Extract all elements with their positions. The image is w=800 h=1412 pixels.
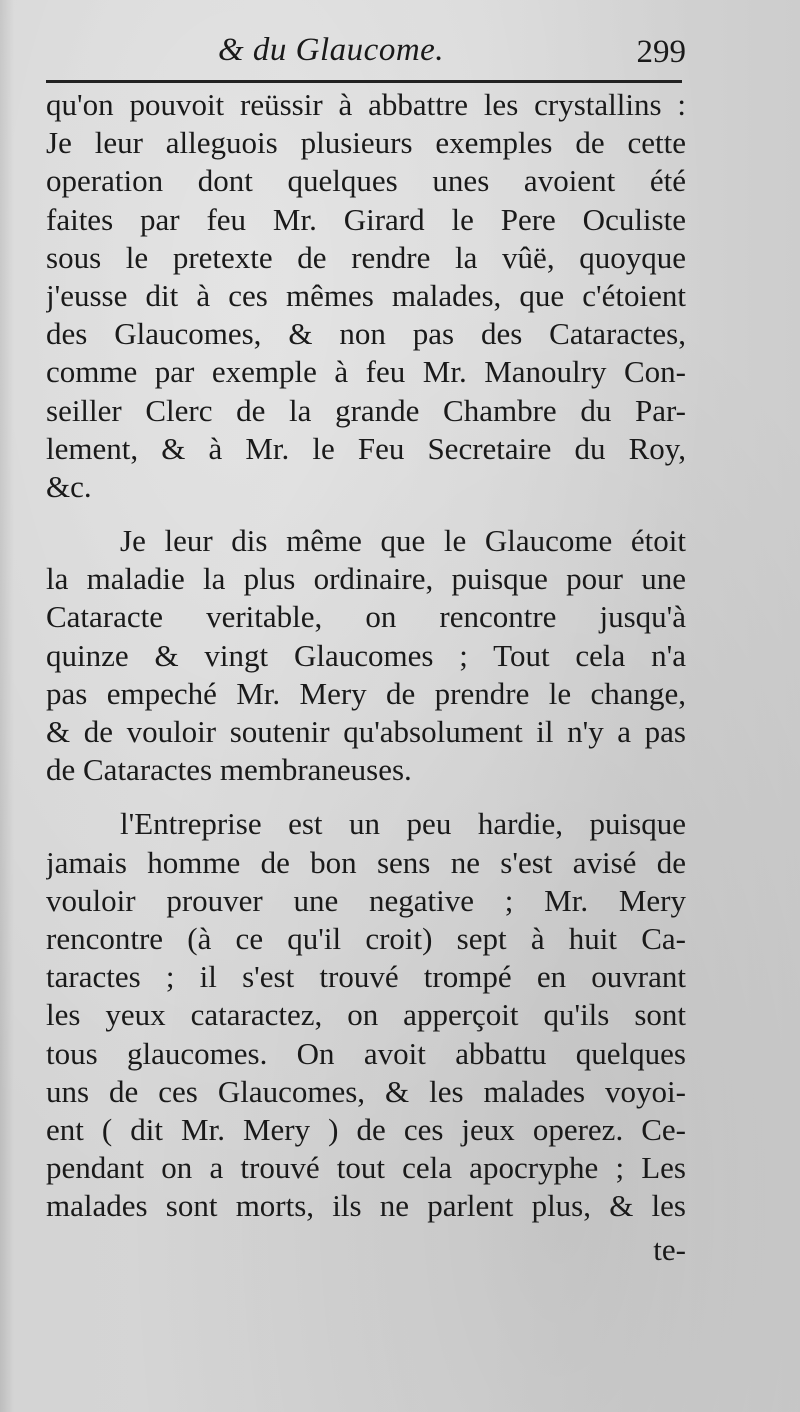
text-line: pas empeché Mr. Mery de prendre le change, (46, 675, 686, 711)
text-line: des Glaucomes, & non pas des Cataractes, (46, 316, 686, 352)
text-line: ent ( dit Mr. Mery ) de ces jeux operez. Ce- (46, 1111, 686, 1147)
paragraph (46, 805, 686, 1225)
text-line: seiller Clerc de la grande Chambre du Par- (46, 392, 686, 428)
paragraph-gap (46, 789, 686, 805)
text-line: tous glaucomes. On avoit abbattu quelques (46, 1035, 686, 1071)
text-line: jamais homme de bon sens ne s'est avisé de (46, 844, 686, 880)
text-line: quinze & vingt Glaucomes ; Tout cela n'a (46, 637, 686, 673)
text-line: l'Entreprise est un peu hardie, puisque (120, 806, 686, 842)
running-title: & du Glaucome. (218, 32, 445, 68)
paragraph (46, 86, 686, 506)
text-line: Cataracte veritable, on rencontre jusqu'à (46, 599, 686, 635)
text-line: Je leur dis même que le Glaucome étoit (120, 523, 686, 559)
text-line: j'eusse dit à ces mêmes malades, que c'étoient (46, 277, 686, 313)
header-rule (46, 80, 682, 83)
text-line: sous le pretexte de rendre la vûë, quoyque (46, 239, 686, 275)
text-line: les yeux cataractez, on apperçoit qu'ils sont (46, 997, 686, 1033)
text-line: vouloir prouver une negative ; Mr. Mery (46, 882, 686, 918)
page-number: 299 (636, 34, 686, 70)
text-line: pendant on a trouvé tout cela apocryphe ; Les (46, 1150, 686, 1186)
page-header (46, 28, 686, 78)
text-line: uns de ces Glaucomes, & les malades voyoi- (46, 1073, 686, 1109)
text-line: &c. (46, 468, 92, 504)
text-line: taractes ; il s'est trouvé trompé en ouvrant (46, 959, 686, 995)
text-line: operation dont quelques unes avoient été (46, 163, 686, 199)
body-text (46, 86, 686, 1225)
text-line: malades sont morts, ils ne parlent plus, & les (46, 1188, 686, 1224)
text-line: rencontre (à ce qu'il croit) sept à huit Ca- (46, 920, 686, 956)
text-line: faites par feu Mr. Girard le Pere Oculiste (46, 201, 686, 237)
text-line: de Cataractes membraneuses. (46, 752, 412, 788)
text-line: comme par exemple à feu Mr. Manoulry Con- (46, 354, 686, 390)
catchword: te- (653, 1232, 686, 1267)
text-line: Je leur alleguois plusieurs exemples de cette (46, 125, 686, 161)
text-line: la maladie la plus ordinaire, puisque pour une (46, 561, 686, 597)
text-line: qu'on pouvoit reüssir à abbattre les crystallins : (46, 87, 686, 122)
paragraph (46, 522, 686, 789)
text-line: & de vouloir soutenir qu'absolument il n'y a pas (46, 714, 686, 749)
text-line: lement, & à Mr. le Feu Secretaire du Roy, (46, 430, 686, 466)
paragraph-gap (46, 506, 686, 522)
